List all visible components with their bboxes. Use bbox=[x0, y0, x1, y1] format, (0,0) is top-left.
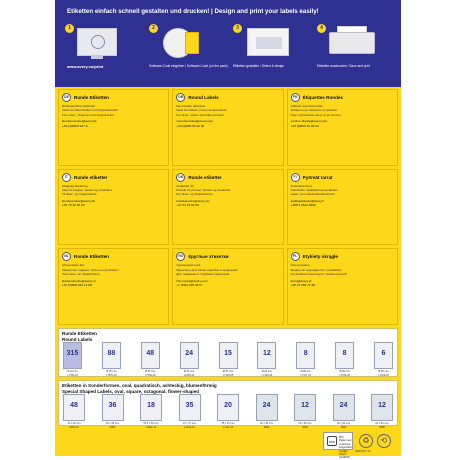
feature-line: Для лазерных и струйных принтеров bbox=[176, 272, 230, 277]
label-sheet-thumb bbox=[374, 342, 393, 369]
feature-line: Aftagelig klæbning bbox=[62, 183, 88, 188]
label-sheet-thumb bbox=[63, 394, 85, 421]
tile-size: 52,5 x 35 mm bbox=[143, 422, 159, 425]
country-badge: FR bbox=[291, 93, 300, 102]
language-block bbox=[172, 169, 283, 246]
contact-line[interactable]: kundenservice@avery.de bbox=[62, 119, 97, 124]
tile-code: L7780-25 bbox=[144, 374, 156, 377]
labels-per-sheet: 20 bbox=[224, 402, 232, 409]
feature-line: For laser- og blekkskrivere bbox=[176, 192, 213, 197]
step-caption: Etiketten ausdrucken / Save and print bbox=[317, 64, 370, 68]
product-tile bbox=[219, 342, 238, 377]
tile-code: L7780-25 bbox=[67, 374, 78, 377]
language-header bbox=[62, 173, 165, 182]
language-contact bbox=[176, 199, 279, 208]
language-header bbox=[291, 252, 394, 261]
label-sheet-thumb bbox=[219, 342, 238, 369]
product-tile bbox=[179, 394, 201, 429]
language-header bbox=[291, 173, 394, 182]
language-features bbox=[176, 184, 279, 197]
labels-per-sheet: 36 bbox=[108, 402, 117, 409]
round-title-de: Runde Etiketten bbox=[62, 331, 97, 336]
feature-line: Удаляемый клей bbox=[176, 263, 201, 268]
footer bbox=[55, 428, 401, 460]
labels-per-sheet: 8 bbox=[342, 350, 347, 357]
language-header bbox=[62, 93, 165, 102]
tile-size: Ø 60 mm bbox=[261, 370, 273, 373]
label-sheet-thumb bbox=[179, 394, 201, 421]
language-features bbox=[291, 263, 394, 276]
language-block bbox=[287, 89, 398, 166]
language-features bbox=[62, 104, 165, 117]
contact-line[interactable]: service.clients@avery.com bbox=[290, 119, 328, 124]
product-tile bbox=[63, 342, 82, 377]
language-header bbox=[176, 252, 279, 261]
tile-code: L7107-25 bbox=[300, 374, 312, 377]
language-features bbox=[176, 263, 279, 276]
round-title-en: Round Labels bbox=[62, 336, 93, 342]
fsc-line: FSC® C013818 bbox=[339, 453, 350, 460]
label-sheet-thumb bbox=[296, 342, 315, 369]
feature-line: Für Laser-, Kopierer und Inkjetdrucker bbox=[62, 112, 115, 117]
tile-size: Ø 10 mm bbox=[67, 370, 78, 373]
labels-per-sheet: 24 bbox=[262, 402, 271, 409]
language-title: Pyöreät tarrat bbox=[302, 174, 333, 180]
contact-line[interactable]: +33 (0)800 10 46 90 bbox=[290, 123, 319, 128]
step-1 bbox=[65, 24, 139, 84]
tile-size: 45 x 45 mm bbox=[221, 422, 235, 425]
language-features bbox=[291, 184, 394, 197]
product-tile bbox=[371, 394, 393, 429]
feature-line: Rückstandsfrei ablösbar bbox=[62, 104, 96, 108]
product-tile bbox=[257, 342, 276, 377]
label-sheet-thumb bbox=[140, 394, 162, 421]
tile-size: Ø 85 mm bbox=[300, 370, 311, 373]
language-features bbox=[62, 184, 165, 197]
printer-icon bbox=[329, 32, 375, 54]
step-art-1 bbox=[65, 24, 135, 62]
step-number: 2 bbox=[149, 24, 158, 33]
language-block bbox=[58, 89, 169, 166]
tile-size: Ø 85 mm bbox=[339, 370, 350, 373]
tile-code: L6155-25 bbox=[183, 374, 195, 377]
feature-line: Idealne do segregatorów i produktów bbox=[290, 267, 342, 272]
tile-size: Ø 30 mm bbox=[145, 370, 156, 373]
contact-line[interactable]: +31 (0)800 022 12 00 bbox=[62, 282, 92, 287]
language-grid bbox=[58, 89, 398, 325]
pack-icon bbox=[185, 32, 199, 54]
labels-per-sheet: 6 bbox=[381, 350, 386, 357]
language-block bbox=[58, 248, 169, 325]
special-labels-panel bbox=[58, 380, 398, 426]
label-sheet-thumb bbox=[371, 394, 393, 421]
contact-line[interactable]: kundeservice@avery.no bbox=[176, 198, 210, 203]
fsc-line: tungsvollen Quellen bbox=[339, 446, 353, 453]
language-title: Runde Etiketten bbox=[74, 95, 109, 100]
tile-size: Ø 30 mm bbox=[106, 370, 117, 373]
language-features bbox=[62, 263, 165, 276]
feature-line: Til laser- og inkjetprintere bbox=[62, 192, 97, 197]
language-contact bbox=[62, 199, 165, 208]
tile-size: 60 x 60 mm bbox=[375, 422, 389, 425]
country-badge: PL bbox=[291, 252, 300, 261]
step-art-4 bbox=[317, 24, 387, 62]
product-tile bbox=[102, 342, 121, 377]
product-tile bbox=[180, 342, 199, 377]
labels-per-sheet: 15 bbox=[224, 350, 232, 357]
feature-line: Ideal for folders, boxes and products bbox=[176, 108, 227, 113]
feature-line: Afneembare lijm bbox=[62, 263, 85, 268]
feature-line: Laser- ja mustesuihkutulostimiin bbox=[290, 192, 335, 197]
tile-size: 40 x 40 mm bbox=[259, 422, 274, 425]
steps-row bbox=[65, 24, 391, 84]
round-labels-panel bbox=[58, 328, 398, 377]
product-tile bbox=[141, 342, 160, 377]
label-sheet-thumb bbox=[256, 394, 278, 421]
product-tile bbox=[256, 394, 278, 429]
tile-code: L7104-25 bbox=[222, 374, 234, 377]
feature-line: Avtakbart lim bbox=[176, 183, 195, 188]
labels-per-sheet: 48 bbox=[70, 402, 78, 409]
feature-line: Kansioihin, laatikoihin ja tuotteisiin bbox=[290, 188, 338, 193]
product-tile bbox=[296, 342, 315, 377]
language-header bbox=[291, 93, 394, 102]
product-tile bbox=[140, 394, 162, 429]
fsc-tree-icon: FSC bbox=[327, 436, 337, 446]
labels-per-sheet: 12 bbox=[378, 402, 386, 409]
tile-code: L7109-25 bbox=[378, 374, 389, 377]
language-contact bbox=[291, 119, 394, 128]
tile-size: 40 x 20 mm bbox=[67, 422, 81, 425]
label-sheet-thumb bbox=[180, 342, 199, 369]
special-tiles bbox=[63, 394, 393, 429]
product-tile bbox=[63, 394, 85, 429]
headline: Etiketten einfach schnell gestalten und drucken! | Design and print your labels easily! bbox=[67, 8, 319, 15]
country-badge: DE bbox=[62, 93, 71, 102]
language-title: Runde etiketter bbox=[188, 174, 222, 180]
tile-size: 37 x 37 mm bbox=[182, 422, 197, 425]
design-screen-icon bbox=[247, 28, 289, 56]
step-number: 3 bbox=[233, 24, 242, 33]
feature-line: Do drukarek laserowych i atramentowych bbox=[290, 272, 348, 277]
fsc-line: MIX bbox=[339, 436, 344, 439]
tile-size: 35 x 35 mm bbox=[105, 422, 120, 425]
contact-line[interactable]: +44 (0)800 80 20 80 bbox=[176, 123, 205, 128]
language-title: Etykiety okrągłe bbox=[302, 254, 338, 260]
country-badge: DK bbox=[176, 173, 185, 182]
label-sheet-thumb bbox=[333, 394, 355, 421]
contact-line[interactable]: biuro@avery.pl bbox=[290, 278, 312, 283]
feature-line: Ideal zum Beschriften mit Kugelschreiber bbox=[62, 108, 119, 113]
tile-size: 60 x 60 mm bbox=[298, 422, 312, 425]
language-block bbox=[287, 169, 398, 246]
labels-per-sheet: 24 bbox=[185, 350, 194, 357]
product-tile bbox=[294, 394, 316, 429]
language-contact bbox=[62, 279, 165, 288]
language-block bbox=[172, 89, 283, 166]
step-caption: Software-Code eingeben / Software-Code (on the pack) bbox=[149, 64, 228, 68]
website-url[interactable]: www.avery.eu/print bbox=[67, 64, 104, 69]
label-sheet-thumb bbox=[217, 394, 239, 421]
tile-code: L7108-25 bbox=[339, 374, 350, 377]
product-tile bbox=[335, 342, 354, 377]
label-sheet-thumb bbox=[63, 342, 82, 369]
step-3 bbox=[233, 24, 307, 84]
language-header bbox=[176, 173, 279, 182]
globe-icon bbox=[91, 35, 105, 49]
label-sheet-thumb bbox=[257, 342, 276, 369]
label-sheet-thumb bbox=[335, 342, 354, 369]
language-contact bbox=[291, 199, 394, 208]
labels-per-sheet: 35 bbox=[185, 402, 194, 409]
step-number: 1 bbox=[65, 24, 74, 33]
language-title: Runde etiketter bbox=[74, 174, 108, 180]
language-block bbox=[287, 248, 398, 325]
language-contact bbox=[62, 119, 165, 128]
contact-line[interactable]: +49 (0)8103 937-0 bbox=[62, 123, 88, 128]
product-tile bbox=[333, 394, 355, 429]
feature-line: Perfekt for permer, bokser og produkter bbox=[176, 188, 231, 193]
language-block bbox=[172, 248, 283, 325]
contact-line[interactable]: info.russia@avery.com bbox=[176, 278, 208, 283]
feature-line: Removable adhesive bbox=[176, 104, 206, 108]
contact-line[interactable]: +45 70 10 30 99 bbox=[62, 203, 85, 208]
contact-line[interactable]: consumercare@avery.com bbox=[176, 119, 214, 124]
contact-line[interactable]: asiakaspalvelu@avery.fi bbox=[290, 198, 324, 203]
language-header bbox=[62, 252, 165, 261]
step-art-2 bbox=[149, 24, 219, 62]
tile-size: Ø 51 mm bbox=[222, 370, 234, 373]
label-preview bbox=[256, 37, 282, 49]
contact-line[interactable]: +48 22 669 72 48 bbox=[290, 282, 315, 287]
step-caption: Etiketten gestalten / Select & design bbox=[233, 64, 285, 68]
label-sheet-thumb bbox=[294, 394, 316, 421]
feature-line: Идеально для папок, коробок и продукции bbox=[176, 267, 238, 272]
tile-size: 40 x 40 mm bbox=[336, 422, 351, 425]
language-contact bbox=[176, 119, 279, 128]
label-sheet-thumb bbox=[141, 342, 160, 369]
labels-per-sheet: 12 bbox=[262, 350, 271, 357]
country-badge: FI bbox=[291, 173, 300, 182]
feature-line: Adhésif repositionnable bbox=[290, 104, 323, 108]
feature-line: Ideel til mapper, kasser og produkter bbox=[62, 188, 113, 193]
contact-line[interactable]: klantenservice@avery.nl bbox=[62, 278, 96, 283]
monitor-icon bbox=[77, 28, 117, 56]
feature-line: For laser, copier and inkjet printers bbox=[176, 112, 224, 117]
labels-per-sheet: 48 bbox=[146, 350, 155, 357]
labels-per-sheet: 8 bbox=[303, 350, 308, 357]
tile-size: Ø 40 mm bbox=[183, 370, 195, 373]
language-contact bbox=[176, 279, 279, 288]
language-header bbox=[176, 93, 279, 102]
feature-line: Voor laser- en inkjetprinters bbox=[62, 272, 100, 277]
step-4 bbox=[317, 24, 391, 84]
language-title: Round Labels bbox=[188, 95, 219, 100]
fsc-text bbox=[339, 436, 352, 460]
language-block bbox=[58, 169, 169, 246]
language-title: Ronde Etiketten bbox=[74, 254, 109, 260]
label-sheet-thumb bbox=[102, 342, 121, 369]
round-tiles bbox=[63, 342, 393, 377]
contact-line[interactable]: +47 24 15 94 00 bbox=[176, 203, 199, 208]
feature-line: Irrotettava liima bbox=[290, 183, 312, 188]
feature-line: Klej usuwalny bbox=[290, 263, 310, 268]
labels-per-sheet: 18 bbox=[147, 402, 155, 409]
language-features bbox=[176, 104, 279, 117]
labels-per-sheet: 24 bbox=[339, 402, 348, 409]
label-sheet-thumb bbox=[102, 394, 124, 421]
step-art-3 bbox=[233, 24, 303, 62]
tile-code: L7670-25 bbox=[106, 374, 117, 377]
feature-line: Idéales pour classeurs et produits bbox=[290, 108, 337, 113]
special-title-en: Special Shaped Labels, oval, square, octagonal, flower-shaped bbox=[62, 388, 200, 394]
language-contact bbox=[291, 279, 394, 288]
labels-per-sheet: 88 bbox=[107, 350, 116, 357]
product-tile bbox=[374, 342, 393, 377]
contact-line[interactable]: +358 9 2512 0500 bbox=[290, 203, 316, 208]
product-tile bbox=[217, 394, 239, 429]
labels-per-sheet: 315 bbox=[66, 350, 79, 357]
recycle-icon: ♻ bbox=[359, 434, 373, 448]
country-badge: RU bbox=[176, 252, 185, 261]
step-2 bbox=[149, 24, 228, 84]
language-title: Круглые этикетки bbox=[188, 254, 229, 260]
country-badge: NL bbox=[62, 252, 71, 261]
feature-line: Pour imprimantes laser et jet d'encre bbox=[290, 112, 341, 117]
fsc-line: Papier aus verantwor- bbox=[339, 439, 352, 446]
tile-code: L7105-25 bbox=[261, 374, 273, 377]
header-band bbox=[55, 0, 401, 87]
tile-size: Ø 85 mm bbox=[378, 370, 389, 373]
country-badge: GB bbox=[176, 93, 185, 102]
green-dot-icon: ⟲ bbox=[377, 434, 391, 448]
contact-line[interactable]: kundeservice@avery.dk bbox=[62, 198, 95, 203]
monitor-stand bbox=[91, 56, 103, 59]
language-title: Étiquettes Rondes bbox=[302, 95, 343, 100]
feature-line: Ideaal voor mappen, dozen en producten bbox=[62, 267, 119, 272]
labels-per-sheet: 12 bbox=[301, 402, 309, 409]
special-title-de: Etiketten in Sonderformen, oval, quadratisch, achteckig, blumenförmig bbox=[62, 383, 217, 388]
product-tile bbox=[102, 394, 124, 429]
step-number: 4 bbox=[317, 24, 326, 33]
contact-line[interactable]: +7 (495) 228 3474 bbox=[176, 282, 202, 287]
country-badge: IT bbox=[62, 173, 71, 182]
label-sheet bbox=[55, 0, 401, 460]
language-features bbox=[291, 104, 394, 117]
print-code: 2DM 2017 V1 bbox=[355, 450, 371, 453]
fsc-badge bbox=[323, 432, 353, 460]
